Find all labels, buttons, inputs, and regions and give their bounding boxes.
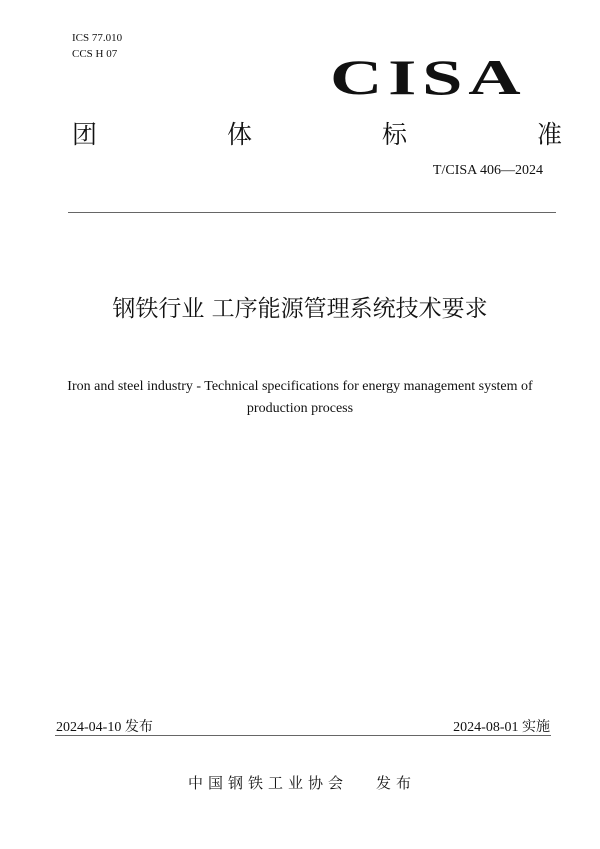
standard-type bbox=[72, 115, 562, 151]
ics-code: ICS 77.010 bbox=[72, 32, 123, 44]
standard-type-char: 体 bbox=[226, 120, 252, 149]
title-chinese: 钢铁行业 工序能源管理系统技术要求 bbox=[112, 296, 488, 322]
cisa-logo: CISA bbox=[330, 49, 527, 105]
implement-date: 2024-08-01 实施 bbox=[453, 720, 550, 735]
standard-code: T/CISA 406—2024 bbox=[432, 163, 543, 178]
header-divider bbox=[68, 212, 556, 213]
issuer-name: 中国钢铁工业协会 bbox=[188, 774, 349, 792]
standard-type-char: 标 bbox=[381, 120, 407, 149]
publish-date: 2024-04-10 发布 bbox=[56, 720, 153, 735]
title-english-line1: Iron and steel industry - Technical specifications for energy management system of bbox=[67, 379, 533, 394]
title-english-line2: production process bbox=[246, 401, 354, 416]
classification-codes bbox=[72, 30, 122, 62]
title-english bbox=[50, 376, 550, 420]
footer-divider bbox=[55, 735, 551, 736]
standard-type-char: 团 bbox=[72, 120, 98, 149]
issuer bbox=[188, 772, 416, 793]
issuer-action: 发布 bbox=[376, 774, 417, 792]
ccs-code: CCS H 07 bbox=[72, 48, 118, 60]
standard-type-char: 准 bbox=[536, 120, 562, 149]
